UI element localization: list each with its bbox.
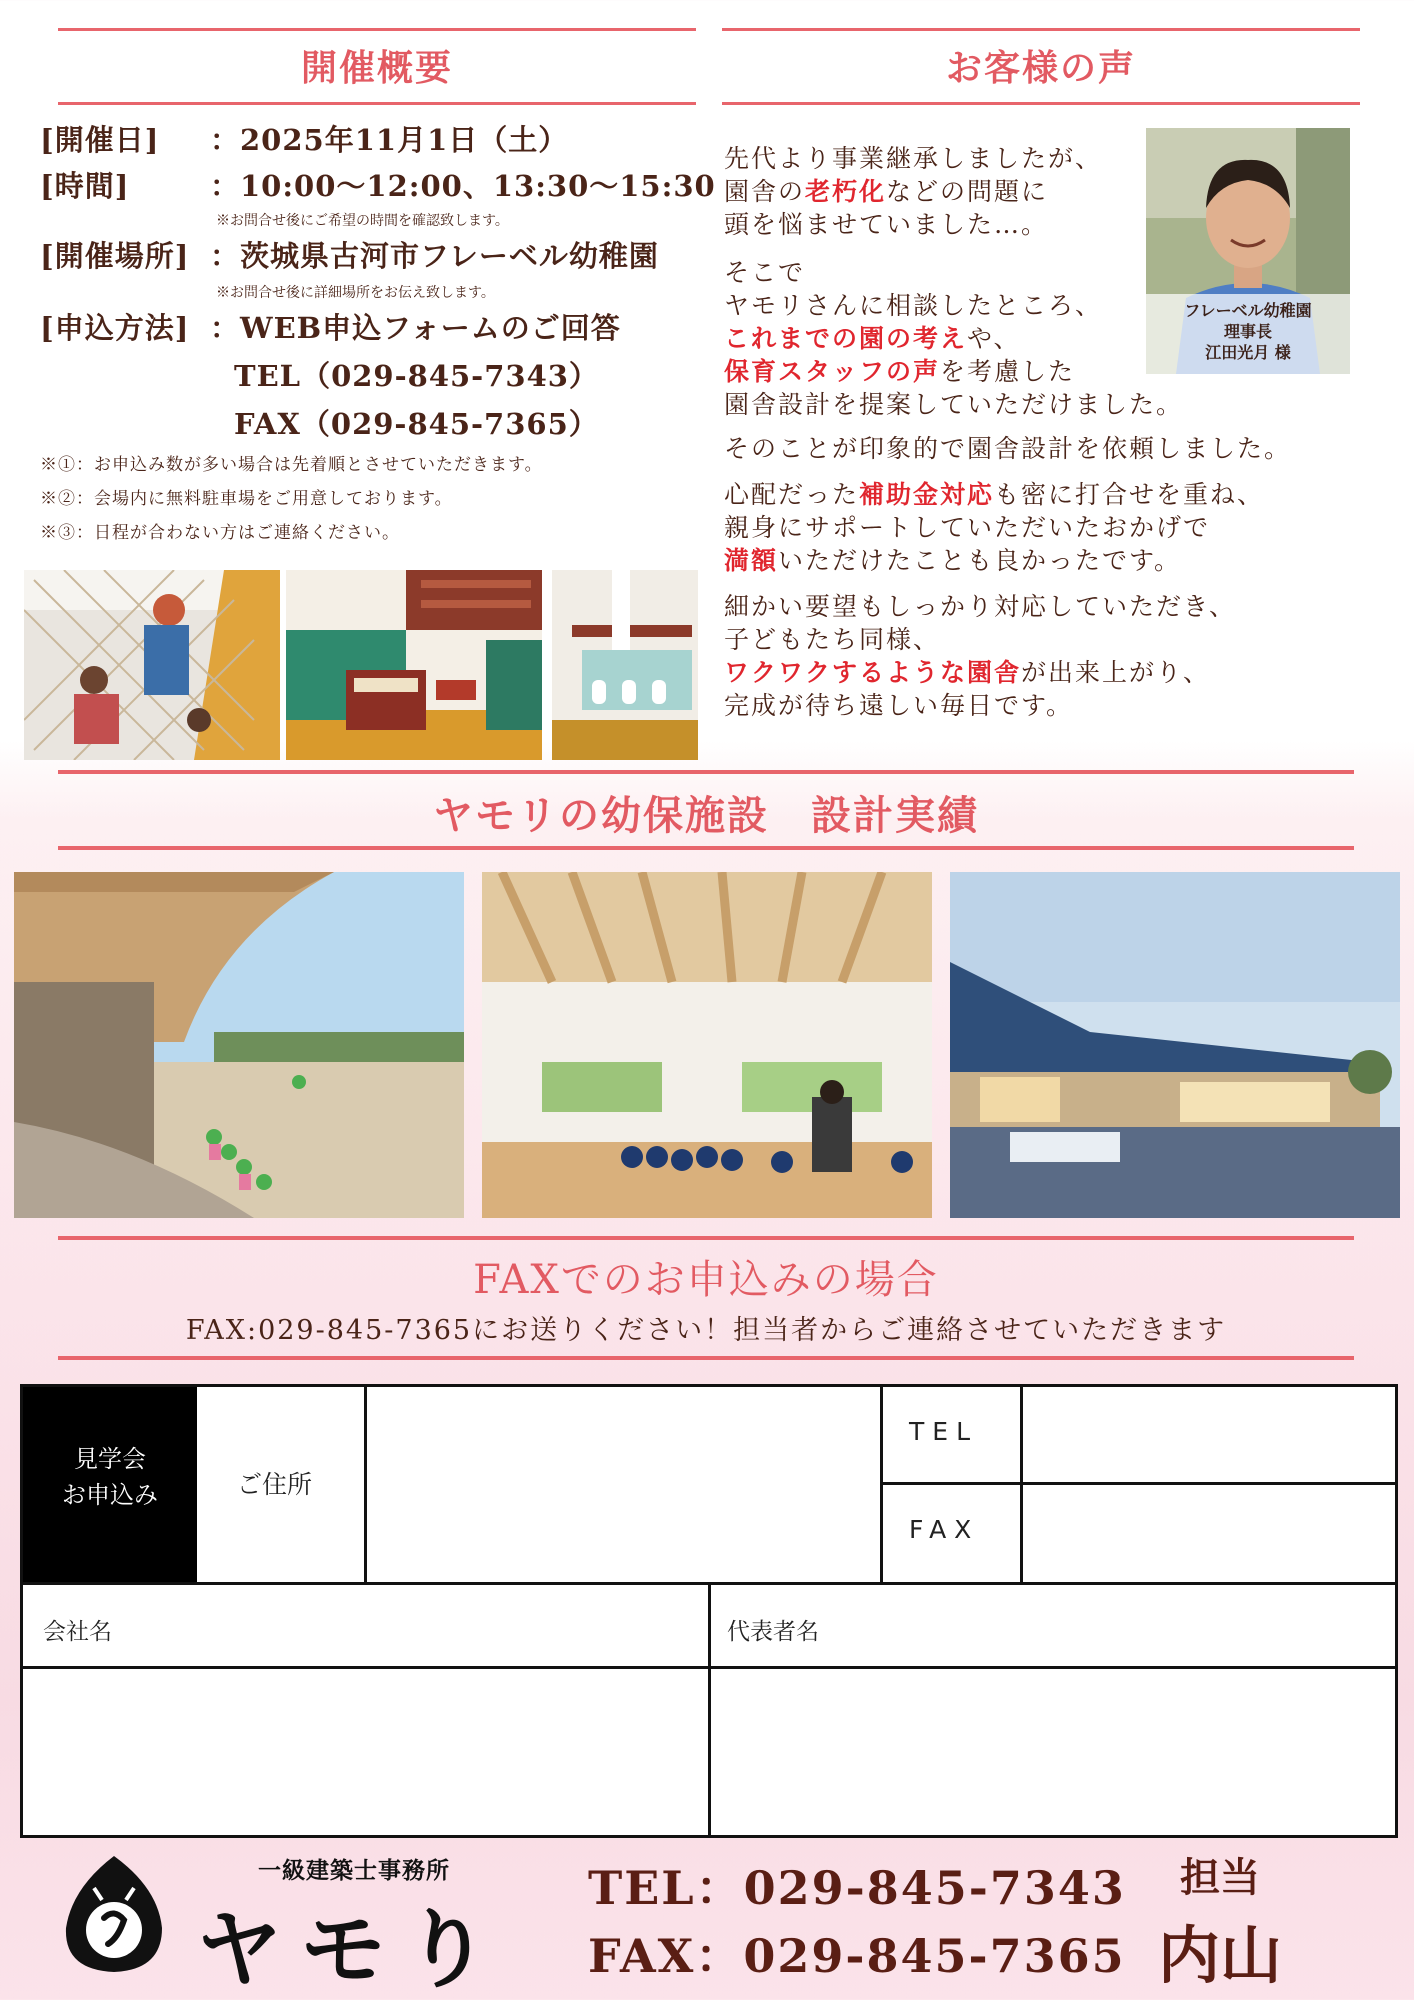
voice-line: 園舎設計を提案していただけました。 [724,390,1184,419]
company-label: 会社名 [43,1619,112,1645]
work-photo-veranda [14,872,464,1218]
address-label: ご住所 [237,1470,313,1499]
voice-line: 親身にサポートしていただいたおかげで [724,513,1211,542]
voice-line: そのことが印象的で園舎設計を依頼しました。 [724,434,1292,463]
note-2: ※②：会場内に無料駐車場をご用意しております。 [40,489,453,509]
work-photo-exterior [950,872,1400,1218]
voice-line: 頭を悩ませていました…。 [724,210,1049,239]
voice-line: 心配だった補助金対応も密に打合せを重ね、 [724,480,1265,509]
info-date: [開催日] ：2025年11月1日（土） [40,123,569,157]
rep-label: 代表者名 [727,1619,819,1645]
tel-field[interactable] [1023,1387,1395,1485]
portrait-caption: フレーベル幼稚園 理事長 江田光月 様 [1146,294,1350,374]
voice-line: これまでの園の考えや、 [724,324,1021,353]
info-fax: FAX（029-845-7365） [234,407,599,441]
works-bottom-rule [58,846,1354,850]
voice-top-rule [722,28,1360,31]
info-method: [申込方法] ：WEB申込フォームのご回答 [40,311,621,345]
voice-line: 先代より事業継承しましたが、 [724,144,1103,173]
fax-top-rule [58,1236,1354,1240]
voice-bottom-rule [722,102,1360,105]
time-note: ※お問合せ後にご希望の時間を確認致します。 [216,213,509,229]
footer-fax: FAX：029-845-7365 [588,1929,1126,1983]
photo-library-room [286,570,542,760]
fax-field[interactable] [1023,1485,1395,1582]
portrait-photo [1146,128,1350,374]
voice-line: 満額いただけたことも良かったです。 [724,546,1182,575]
voice-line: ワクワクするような園舎が出来上がり、 [724,658,1211,687]
form-header: 見学会 お申込み [23,1387,197,1582]
address-field[interactable] [367,1387,883,1582]
overview-top-rule [58,28,696,31]
note-3: ※③：日程が合わない方はご連絡ください。 [40,523,400,543]
voice-line: 保育スタッフの声を考慮した [724,357,1076,386]
voice-line: 園舎の老朽化などの問題に [724,177,1049,206]
voice-title: お客様の声 [945,47,1136,89]
logo-wordmark: ヤモり [196,1900,508,2000]
gecko-logo-icon [54,1848,174,1978]
fax-subtitle: FAX:029-845-7365にお送りください！担当者からご連絡させていただきます [185,1315,1227,1346]
info-place: [開催場所] ：茨城県古河市フレーベル幼稚園 [40,239,659,273]
voice-line: 細かい要望もしっかり対応していただき、 [724,592,1237,621]
work-photo-hall [482,872,932,1218]
info-time: [時間] ：10:00〜12:00、13:30〜15:30 [40,169,716,203]
works-title: ヤモリの幼保施設 設計実績 [433,792,979,839]
staff-name: 内山 [1157,1919,1282,1992]
photo-restroom [552,570,698,760]
fax-label: FAX [909,1515,980,1544]
fax-label-cell [883,1485,1023,1582]
company-field[interactable] [23,1669,711,1835]
address-label-cell [197,1387,367,1582]
note-1: ※①：お申込み数が多い場合は先着順とさせていただきます。 [40,455,543,475]
tel-label-cell [883,1387,1023,1485]
photo-net-play [24,570,280,760]
voice-line: そこで [724,258,806,287]
voice-line: 完成が待ち遠しい毎日です。 [724,691,1074,720]
fax-bottom-rule [58,1356,1354,1360]
rep-label-cell [711,1585,1395,1669]
voice-line: 子どもたち同様、 [724,625,941,654]
overview-title: 開催概要 [300,47,453,89]
overview-bottom-rule [58,102,696,105]
fax-title: FAXでのお申込みの場合 [473,1257,939,1303]
info-tel: TEL（029-845-7343） [234,359,599,393]
voice-line: ヤモリさんに相談したところ、 [724,291,1103,320]
office-type: 一級建築士事務所 [258,1858,450,1884]
company-label-cell [23,1585,711,1669]
works-top-rule [58,770,1354,774]
tel-label: TEL [909,1417,978,1446]
footer-tel: TEL：029-845-7343 [588,1861,1126,1915]
staff-label: 担当 [1180,1854,1260,1901]
application-form [20,1384,1398,1838]
rep-field[interactable] [711,1669,1395,1835]
place-note: ※お問合せ後に詳細場所をお伝え致します。 [216,285,495,301]
